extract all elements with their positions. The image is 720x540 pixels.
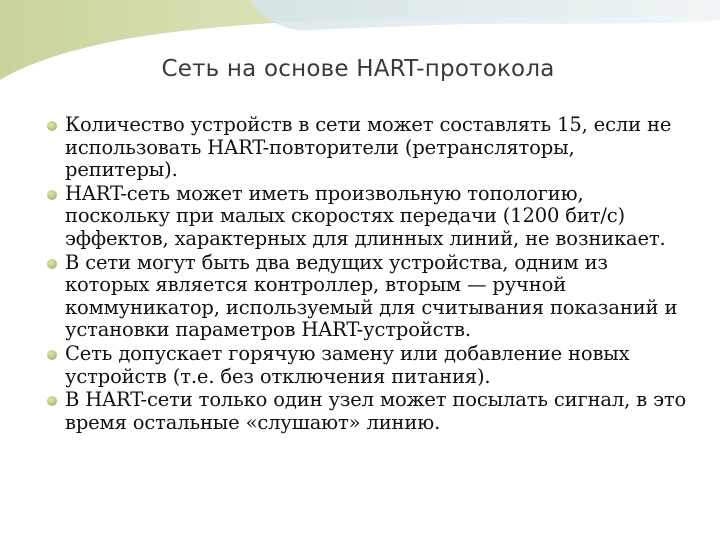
bullet-item <box>47 252 687 342</box>
bullet-item <box>47 389 687 434</box>
bullet-dot-icon <box>47 190 57 200</box>
bullet-text: В HART-сети только один узел может посылать сигнал, в это время остальные «слушают» линию. <box>65 388 687 434</box>
slide-title <box>0 56 720 82</box>
bullet-dot-icon <box>47 396 57 406</box>
bullet-text: Сеть допускает горячую замену или добавление новых устройств (т.е. без отключения питания). <box>65 341 630 388</box>
bullet-text: HART-сеть может иметь произвольную топологию, поскольку при малых скоростях передачи (1200 бит/с) эффектов, характерных для длинных линий, не возникает. <box>65 181 666 250</box>
bullet-text: Количество устройств в сети может составлять 15, если не использовать HART-повторители (ретрансляторы, репитеры). <box>65 113 672 182</box>
bullet-item <box>47 343 687 388</box>
slide-title-text: Сеть на основе HART-протокола <box>161 56 555 82</box>
bullet-item <box>47 114 687 182</box>
bullet-item <box>47 183 687 251</box>
bullet-dot-icon <box>47 121 57 131</box>
bullet-list <box>47 114 687 435</box>
bullet-text: В сети могут быть два ведущих устройства, одним из которых является контроллер, вторым — ручной коммуникатор, используемый для считывания показаний и установки параметров HART-устройств. <box>65 250 678 342</box>
bullet-dot-icon <box>47 350 57 360</box>
bullet-dot-icon <box>47 259 57 269</box>
